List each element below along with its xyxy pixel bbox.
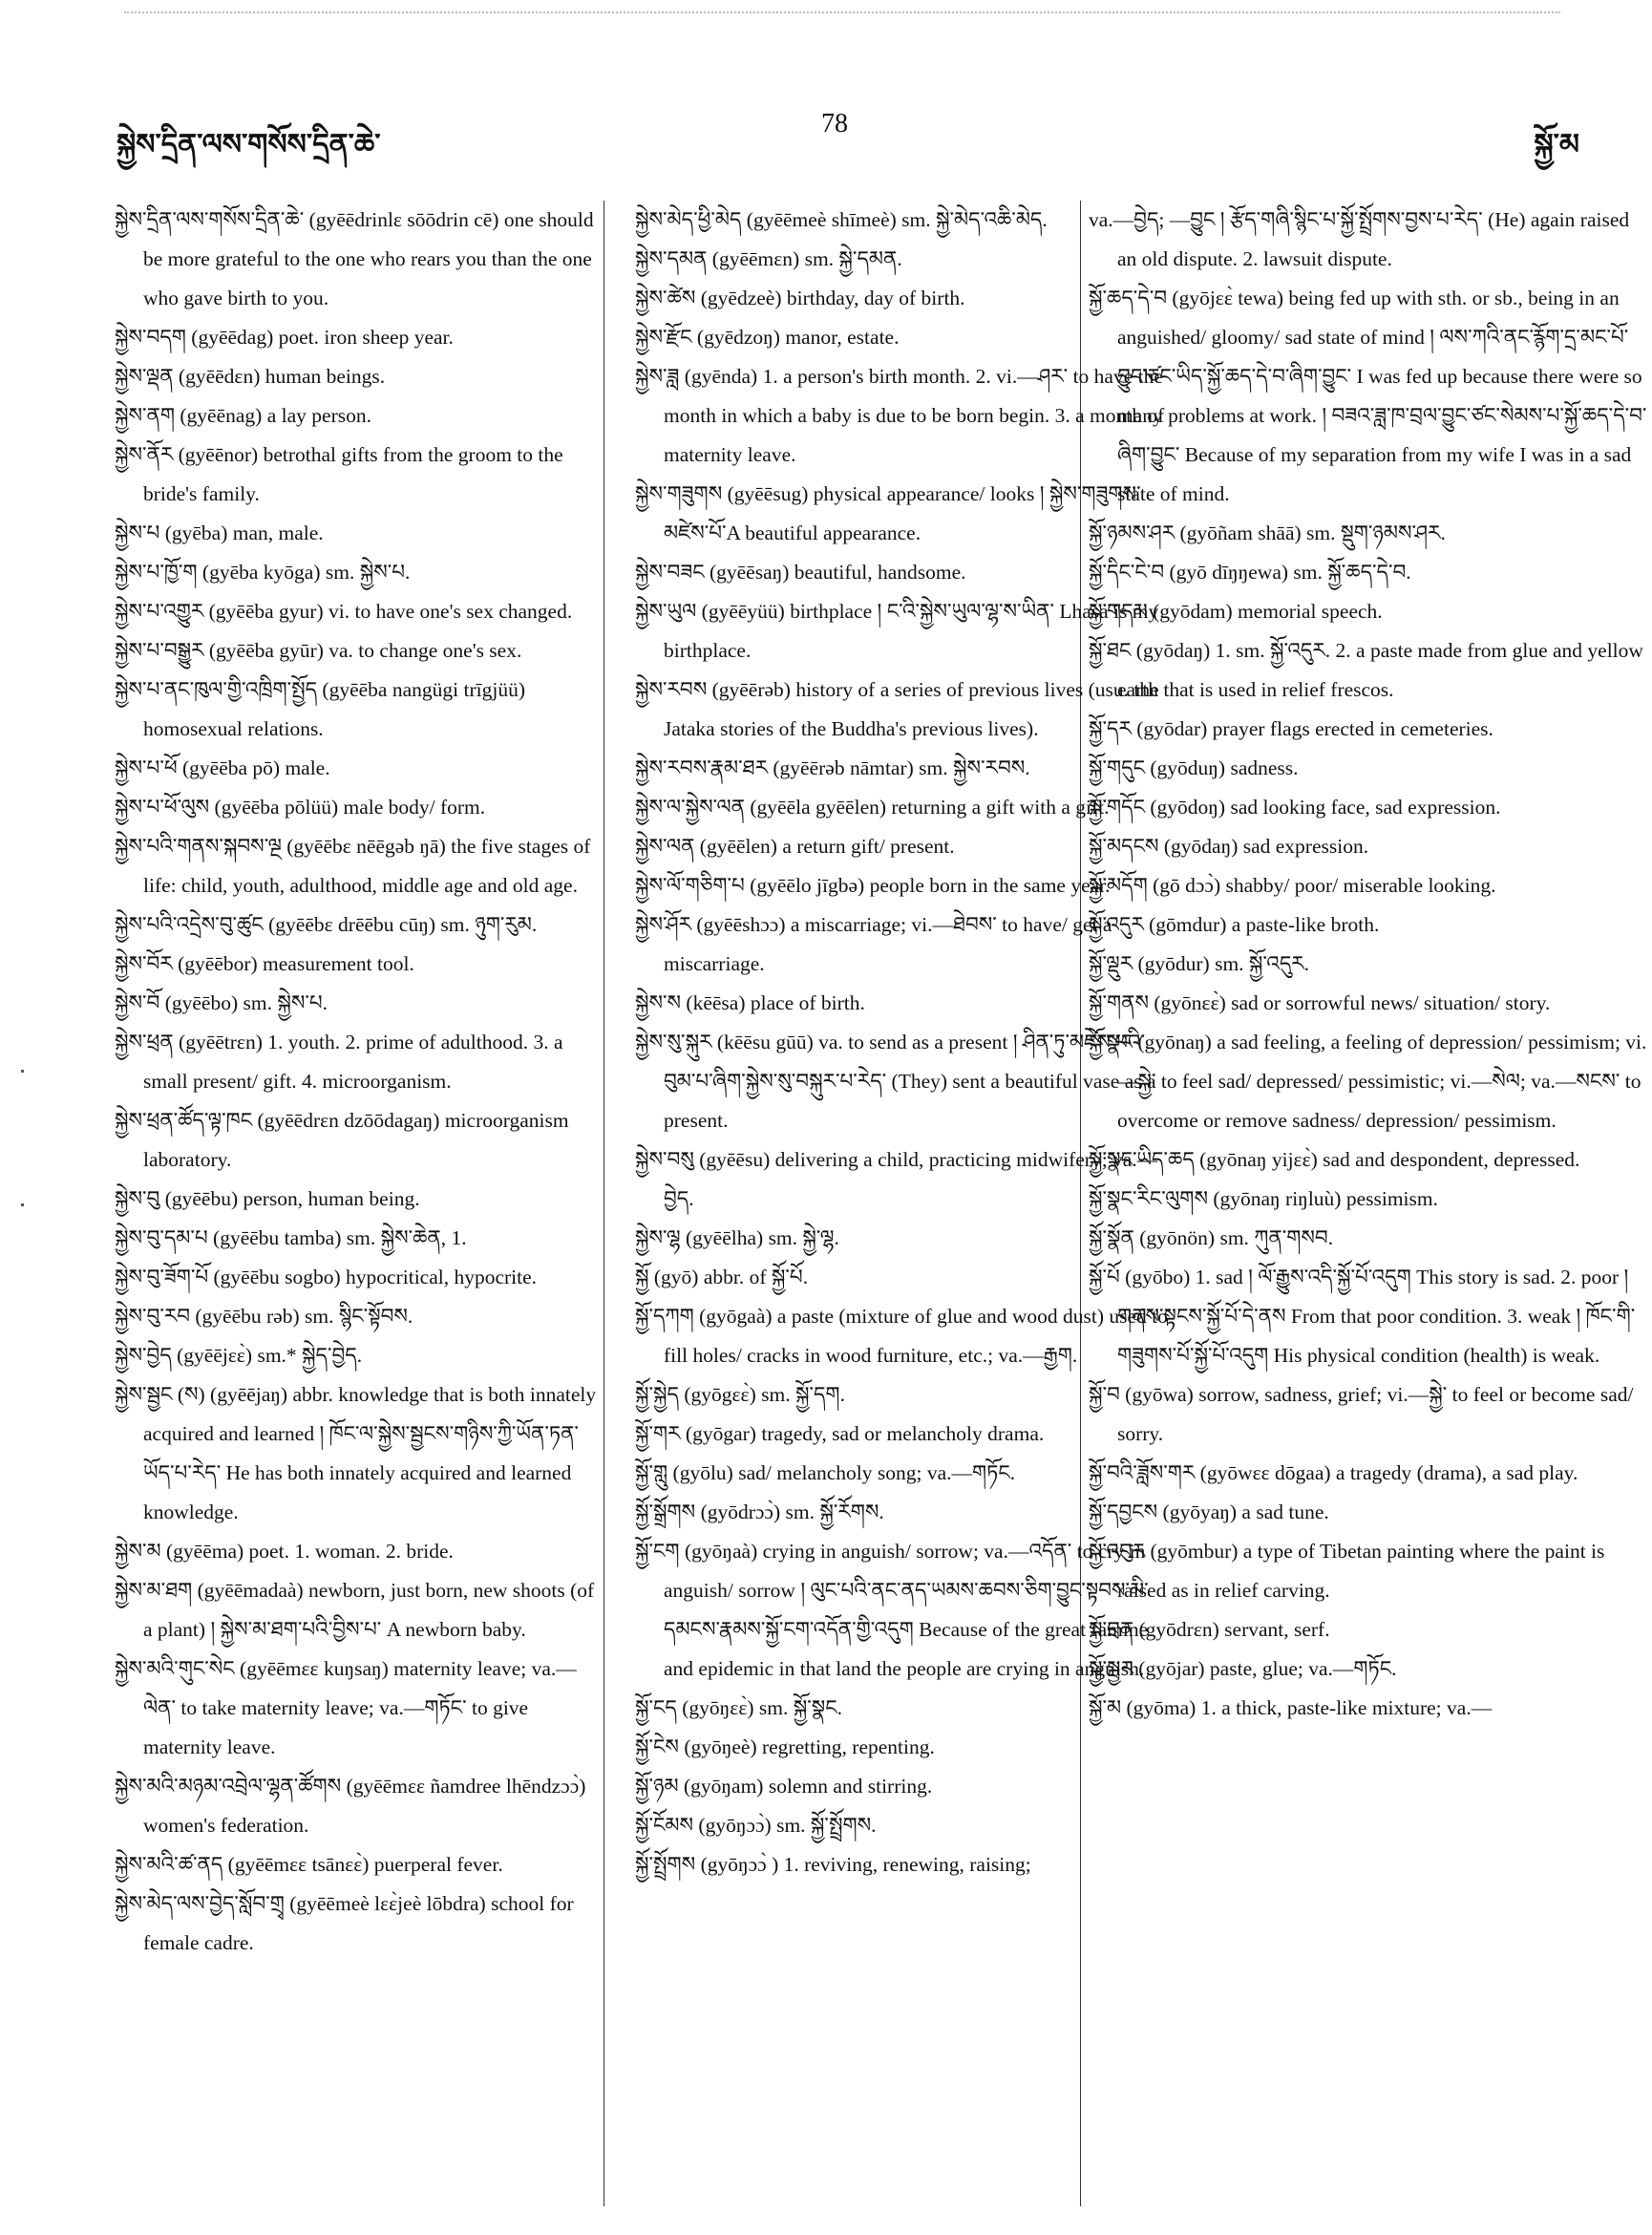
dictionary-entry: སྐྱོ་པོ (gyōbo) 1. sad ། ལོ་རྒྱུས་འདི་སྐྱོ་པོ་འདུག This story is sad. 2. poor ། གནས་སྟངས་སྐྱོ་པོ་དེ་ནས From that poor condition. 3. weak ། ཁོང་གི་གཟུགས་པོ་སྐྱོ་པོ་འདུག His physical condition (health) is weak. (1089, 1266, 1636, 1367)
dictionary-entry: སྐྱེས་པའི་འདྲེས་བུ་ཚུང (gyēēbɛ drēēbu cūŋ) sm. ཉུག་རུམ. (115, 913, 538, 936)
dictionary-entry: སྐྱེས་ལོ་གཅིག་པ (gyēēlo jīgbə) people born in the same year. (635, 874, 1111, 897)
dictionary-entry: སྐྱེས་པ་ཁྱོ་ག (gyēba kyōga) sm. སྐྱེས་པ. (115, 561, 411, 584)
dictionary-entry: སྐྱེས་མའི་ཚ་ནད (gyēēmɛɛ tsānɛɛ̀) puerperal fever. (115, 1853, 503, 1876)
dictionary-entry: སྐྱེས་རྫོང (gyēdzoŋ) manor, estate. (635, 326, 900, 349)
dictionary-entry: སྐྱེས་དམན (gyēēmɛn) sm. སྐྱེ་དམན. (635, 247, 902, 270)
dictionary-entry: སྐྱོ་བ (gyōwa) sorrow, sadness, grief; vi.—སྐྱེ་ to feel or become sad/ sorry. (1089, 1383, 1634, 1445)
dictionary-entry: སྐྱོ་འདུར (gōmdur) a paste-like broth. (1089, 913, 1380, 936)
dictionary-entry: སྐྱེས་ནག (gyēēnag) a lay person. (115, 404, 371, 427)
dictionary-entry: སྐྱོ་སྣང་རིང་ལུགས (gyōnaŋ riŋluù) pessimism. (1089, 1187, 1438, 1210)
dictionary-entry: སྐྱོ་ལྡུར (gyōdur) sm. སྐྱོ་འདུར. (1089, 952, 1310, 975)
dictionary-entry: སྐྱོ་བའི་ཟློས་གར (gyōwɛɛ dōgaa) a tragedy (drama), a sad play. (1089, 1461, 1578, 1484)
dictionary-entry: སྐྱེས་རབས་རྣམ་ཐར (gyēērəb nāmtar) sm. སྐྱེས་རབས. (635, 756, 1030, 779)
dictionary-entry: སྐྱོ་སྣང་ཡིད་ཆད (gyōnaŋ yijɛɛ̀) sad and despondent, depressed. (1089, 1148, 1580, 1171)
dictionary-entry: སྐྱེས་ནོར (gyēēnor) betrothal gifts from the groom to the bride's family. (115, 443, 563, 505)
dictionary-entry: སྐྱེས་མའི་གུང་སེང (gyēēmɛɛ kuŋsaŋ) maternity leave; va.—ལེན་ to take maternity leave; va.—གཏོང་ to give maternity leave. (115, 1657, 577, 1758)
top-scan-dots (124, 11, 1560, 19)
dictionary-entry: སྐྱེས་དྲིན་ལས་གསོས་དྲིན་ཆེ་ (gyēēdrinlɛ sōōdrin cē) one should be more grateful to the one who rears you than the one who gave birth to you. (115, 208, 594, 309)
dictionary-entry: སྐྱེས་ཟླ (gyēnda) 1. a person's birth month. 2. vi.—ཤར་ to have the month in which a baby is due to be born begin. 3. a month of maternity leave. (635, 365, 1165, 466)
dictionary-entry: སྐྱོ་འབུར (gyōmbur) a type of Tibetan painting where the paint is raised as in relief carving. (1089, 1540, 1605, 1602)
dictionary-entry: སྐྱེས་རབས (gyēērəb) history of a series of previous lives (usu. the Jataka stories of the Buddha's previous lives). (635, 678, 1159, 740)
dictionary-entry: སྐྱོ་དིང་ངེ་བ (gyō dīŋŋewa) sm. སྐྱོ་ཆད་དེ་བ. (1089, 561, 1411, 584)
dictionary-entry: སྐྱོ་དབྱངས (gyōyaŋ) a sad tune. (1089, 1501, 1329, 1523)
dictionary-entry: སྐྱོ་ངག (gyōŋaà) crying in anguish/ sorrow; va.—འདོན་ to cry in anguish/ sorrow ། ལུང་པའི་ནང་ནད་ཡམས་ཆབས་ཅིག་བྱུང་སྟབས་མི་དམངས་རྣམས་སྐྱོ་ངག་འདོན་གྱི་འདུག Because of the great famine and epidemic in that land the people are crying in anguish. (635, 1540, 1149, 1680)
dictionary-entry: སྐྱེས་པའི་གནས་སྐབས་ལྔ (gyēēbɛ nēēgəb ŋā) the five stages of life: child, youth, adulthood, middle age and old age. (115, 835, 591, 897)
dictionary-entry: སྐྱེས་ལན (gyēēlen) a return gift/ present. (635, 835, 955, 858)
dictionary-entry: སྐྱོ་ཉམས་ཤར (gyōñam shāā) sm. སྡུག་ཉམས་ཤར. (1089, 522, 1446, 544)
dictionary-entry: སྐྱེས་པ་འགྱུར (gyēēba gyur) vi. to have one's sex changed. (115, 600, 573, 623)
dictionary-entry: སྐྱེས་བསུ (gyēēsu) delivering a child, practicing midwifery; va.—བྱེད. (635, 1148, 1158, 1210)
running-head-left: སྐྱེས་དྲིན་ལས་གསོས་དྲིན་ཆེ་ (116, 129, 381, 160)
column-3 (1089, 201, 1652, 2216)
dictionary-entry: སྐྱོ་གནས (gyōnɛɛ̀) sad or sorrowful news/ situation/ story. (1089, 991, 1551, 1014)
dictionary-entry: སྐྱོ་ངོམས (gyōŋɔɔ̀) sm. སྐྱོ་སྤྲོགས. (635, 1814, 877, 1837)
dictionary-entry: སྐྱོ་ཆད་དེ་བ (gyōjɛɛ̀ tewa) being fed up with sth. or sb., being in an anguished/ gloomy/ sad state of mind ། ལས་ཀའི་ནང་རྙོག་དྲ་མང་པོ་བྱུང་ཙང་ཡིད་སྐྱོ་ཆད་དེ་བ་ཞིག་བྱུང་ I was fed up because there were so many problems at work. ། བཟའ་ཟླ་ཁ་བྲལ་བྱུང་ཙང་སེམས་པ་སྐྱོ་ཆད་དེ་བ་ཞིག་བྱུང་ Because of my separation from my wife I was in a sad state of mind. (1089, 287, 1647, 505)
dictionary-entry: སྐྱོ (gyō) abbr. of སྐྱོ་པོ. (635, 1266, 809, 1288)
dictionary-entry: སྐྱོ་ངད (gyōŋɛɛ̀) sm. སྐྱོ་སྣང. (635, 1696, 843, 1719)
dictionary-entry: སྐྱེས་ཤོར (gyēēshɔɔ) a miscarriage; vi.—ཐེབས་ to have/ get a miscarriage. (635, 913, 1112, 975)
dictionary-entry: སྐྱེས་མའི་མཉམ་འབྲེལ་ལྷན་ཚོགས (gyēēmɛɛ ñamdree lhēndzɔɔ̀) women's federation. (115, 1775, 586, 1837)
dictionary-entry: སྐྱོ་གར (gyōgar) tragedy, sad or melancholy drama. (635, 1422, 1045, 1445)
dictionary-entry: སྐྱེས་ལ་སྐྱེས་ལན (gyēēla gyēēlen) returning a gift with a gift. (635, 796, 1110, 819)
dictionary-entry: སྐྱོ་སྣང (gyōnaŋ) a sad feeling, a feeling of depression/ pessimism; vi.—སྐྱེ་ to feel sad/ depressed/ pessimistic; vi.—སེལ; va.—སངས་ to overcome or remove sadness/ depression/ pessimism. (1089, 1031, 1647, 1132)
dictionary-entry: སྐྱེས་ས (kēēsa) place of birth. (635, 991, 865, 1014)
dictionary-entry: སྐྱོ་སྐྱེད (gyōgɛɛ̀) sm. སྐྱོ་དག. (635, 1383, 845, 1406)
dictionary-entry: སྐྱེས་ཚེས (gyēdzeè) birthday, day of birth. (635, 287, 965, 309)
dictionary-entry: སྐྱེས་ཡུལ (gyēēyüü) birthplace ། ང་འི་སྐྱེས་ཡུལ་ལྷ་ས་ཡིན་ Lhasa is my birthplace. (635, 600, 1159, 662)
dictionary-entry: སྐྱེས་ཕྲན་ཚོད་ལྟ་ཁང (gyēēdrɛn dzōōdagaŋ) microorganism laboratory. (115, 1109, 569, 1171)
dictionary-entry: སྐྱོ་གདོང (gyōdoŋ) sad looking face, sad expression. (1089, 796, 1501, 819)
dictionary-entry: སྐྱོ་ཉམ (gyōŋam) solemn and stirring. (635, 1775, 933, 1798)
dictionary-entry: va.—བྱེད; —བྱུང ། རྩོད་གཞི་སྙིང་པ་སྐྱོ་སྤྲོགས་བྱས་པ་རེད་ (He) again raised an old dispute. 2. lawsuit dispute. (1089, 208, 1630, 270)
running-head-right: སྐྱོ་མ (1534, 129, 1579, 160)
dictionary-entry: སྐྱེས་བོ (gyēēbo) sm. སྐྱེས་པ. (115, 991, 328, 1014)
dictionary-entry: སྐྱོ་མ (gyōma) 1. a thick, paste-like mixture; va.— (1089, 1696, 1493, 1719)
dictionary-entry: སྐྱེས་ལྷ (gyēēlha) sm. སྐྱེ་ལྷ. (635, 1226, 839, 1249)
dictionary-entry: སྐྱེས་མ (gyēēma) poet. 1. woman. 2. bride. (115, 1540, 454, 1563)
dictionary-entry: སྐྱོ་དཀག (gyōgaà) a paste (mixture of glue and wood dust) used to fill holes/ cracks in wood furniture, etc.; va.—རྒྱག. (635, 1305, 1168, 1367)
dictionary-entry: སྐྱོ་ངེས (gyōŋeè) regretting, repenting. (635, 1735, 935, 1758)
dictionary-entry: སྐྱོ་གདམ (gyōdam) memorial speech. (1089, 600, 1383, 623)
dictionary-entry: སྐྱེས་སྦྱང (ས) (gyēējaŋ) abbr. knowledge that is both innately acquired and learned ། ཁོང་ལ་སྐྱེས་སྦྱངས་གཉིས་ཀྱི་ཡོན་ཏན་ཡོད་པ་རེད་ He has both innately acquired and learned knowledge. (115, 1383, 597, 1523)
dictionary-entry: སྐྱེས་མེད་ལས་བྱེད་སློབ་གྲྭ (gyēēmeè lɛɛ̀jeè lōbdra) school for female cadre. (115, 1892, 574, 1954)
dictionary-entry: སྐྱེས་ལྡན (gyēēdɛn) human beings. (115, 365, 386, 388)
dictionary-entry: སྐྱོ་དར (gyōdar) prayer flags erected in cemeteries. (1089, 717, 1493, 740)
dictionary-entry: སྐྱེས་པ (gyēba) man, male. (115, 522, 324, 544)
dictionary-entry: སྐྱེས་བུ་ཟོག་པོ (gyēēbu sogbo) hypocritical, hypocrite. (115, 1266, 538, 1288)
dictionary-entry: སྐྱོ་སྒྲོགས (gyōdrɔɔ̀) sm. སྐྱོ་རོགས. (635, 1501, 884, 1523)
dictionary-entry: སྐྱོ་གདུང (gyōduŋ) sadness. (1089, 756, 1299, 779)
dictionary-entry: སྐྱེས་བདག (gyēēdag) poet. iron sheep year. (115, 326, 454, 349)
dictionary-entry: སྐྱེས་པ་ཕོ (gyēēba pō) male. (115, 756, 330, 779)
dictionary-entry: སྐྱོ་གླུ (gyōlu) sad/ melancholy song; va.—གཏོང. (635, 1461, 1016, 1484)
dictionary-entry: སྐྱེས་བོར (gyēēbor) measurement tool. (115, 952, 414, 975)
dictionary-entry: སྐྱོ་མདངས (gyōdaŋ) sad expression. (1089, 835, 1369, 858)
dictionary-entry: སྐྱོ་ཐང (gyōdaŋ) 1. sm. སྐྱོ་འདུར. 2. a paste made from glue and yellow earth that is used in relief frescos. (1089, 639, 1643, 701)
dictionary-entry: སྐྱེས་བུ (gyēēbu) person, human being. (115, 1187, 420, 1210)
dictionary-entry: སྐྱེས་བཟང (gyēēsaŋ) beautiful, handsome. (635, 561, 966, 584)
dictionary-entry: སྐྱེས་མེད་ཕྱི་མེད (gyēēmeè shīmeè) sm. སྐྱེ་མེད་འཆི་མེད. (635, 208, 1048, 231)
margin-mark (21, 1070, 24, 1073)
dictionary-entry: སྐྱེས་པ་ནང་ཁུལ་གྱི་འཁྲིག་སྤྱོད (gyēēba nangügi trīgjüü) homosexual relations. (115, 678, 525, 740)
dictionary-entry: སྐྱོ་བྲན (gyōdrɛn) servant, serf. (1089, 1618, 1330, 1641)
margin-mark (21, 1203, 24, 1206)
dictionary-entry: སྐྱེས་བུ་རབ (gyēēbu rəb) sm. སྙིང་སྟོབས. (115, 1305, 413, 1328)
dictionary-entry: སྐྱོ་མདོག (gō dɔɔ̀) shabby/ poor/ miserable looking. (1089, 874, 1496, 897)
dictionary-columns (115, 201, 1647, 2216)
dictionary-entry: སྐྱེས་བུ་དམ་པ (gyēēbu tamba) sm. སྐྱེས་ཆེན, 1. (115, 1226, 467, 1249)
column-1 (115, 201, 598, 2216)
dictionary-entry: སྐྱེས་མ་ཐག (gyēēmadaà) newborn, just born, new shoots (of a plant) ། སྐྱེས་མ་ཐག་པའི་བྱིས་པ་ A newborn baby. (115, 1579, 595, 1641)
dictionary-entry: སྐྱོ་སྦྱར (gyōjar) paste, glue; va.—གཏོང. (1089, 1657, 1397, 1680)
page-number: 78 (821, 109, 848, 138)
dictionary-entry: སྐྱེས་གཟུགས (gyēēsug) physical appearance/ looks ། སྐྱེས་གཟུགས་མཛེས་པོ་A beautiful appearance. (635, 482, 1141, 544)
dictionary-entry: སྐྱེས་པ་བསྒྱུར (gyēēba gyūr) va. to change one's sex. (115, 639, 522, 662)
dictionary-entry: སྐྱེས་ཕྲན (gyēētrɛn) 1. youth. 2. prime of adulthood. 3. a small present/ gift. 4. microorganism. (115, 1031, 563, 1093)
dictionary-entry: སྐྱེས་བྱེད (gyēējɛɛ̀) sm.* སྐྱེད་བྱེད. (115, 1344, 363, 1367)
dictionary-entry: སྐྱོ་སྣོན (gyōnön) sm. ཀུན་གསབ. (1089, 1226, 1334, 1249)
dictionary-entry: སྐྱེས་པ་ཕོ་ལུས (gyēēba pōlüü) male body/ form. (115, 796, 486, 819)
dictionary-entry: སྐྱེས་སུ་སྐུར (kēēsu gūū) va. to send as a present ། ཤིན་ཏུ་མཛེས་པའི་བུམ་པ་ཞིག་སྐྱེས་སུ་བསྐུར་པ་རེད་ (They) sent a beautiful vase as a present. (635, 1031, 1156, 1132)
dictionary-entry: སྐྱོ་སྤྲོགས (gyōŋɔɔ̀ ) 1. reviving, renewing, raising; (635, 1853, 1031, 1876)
